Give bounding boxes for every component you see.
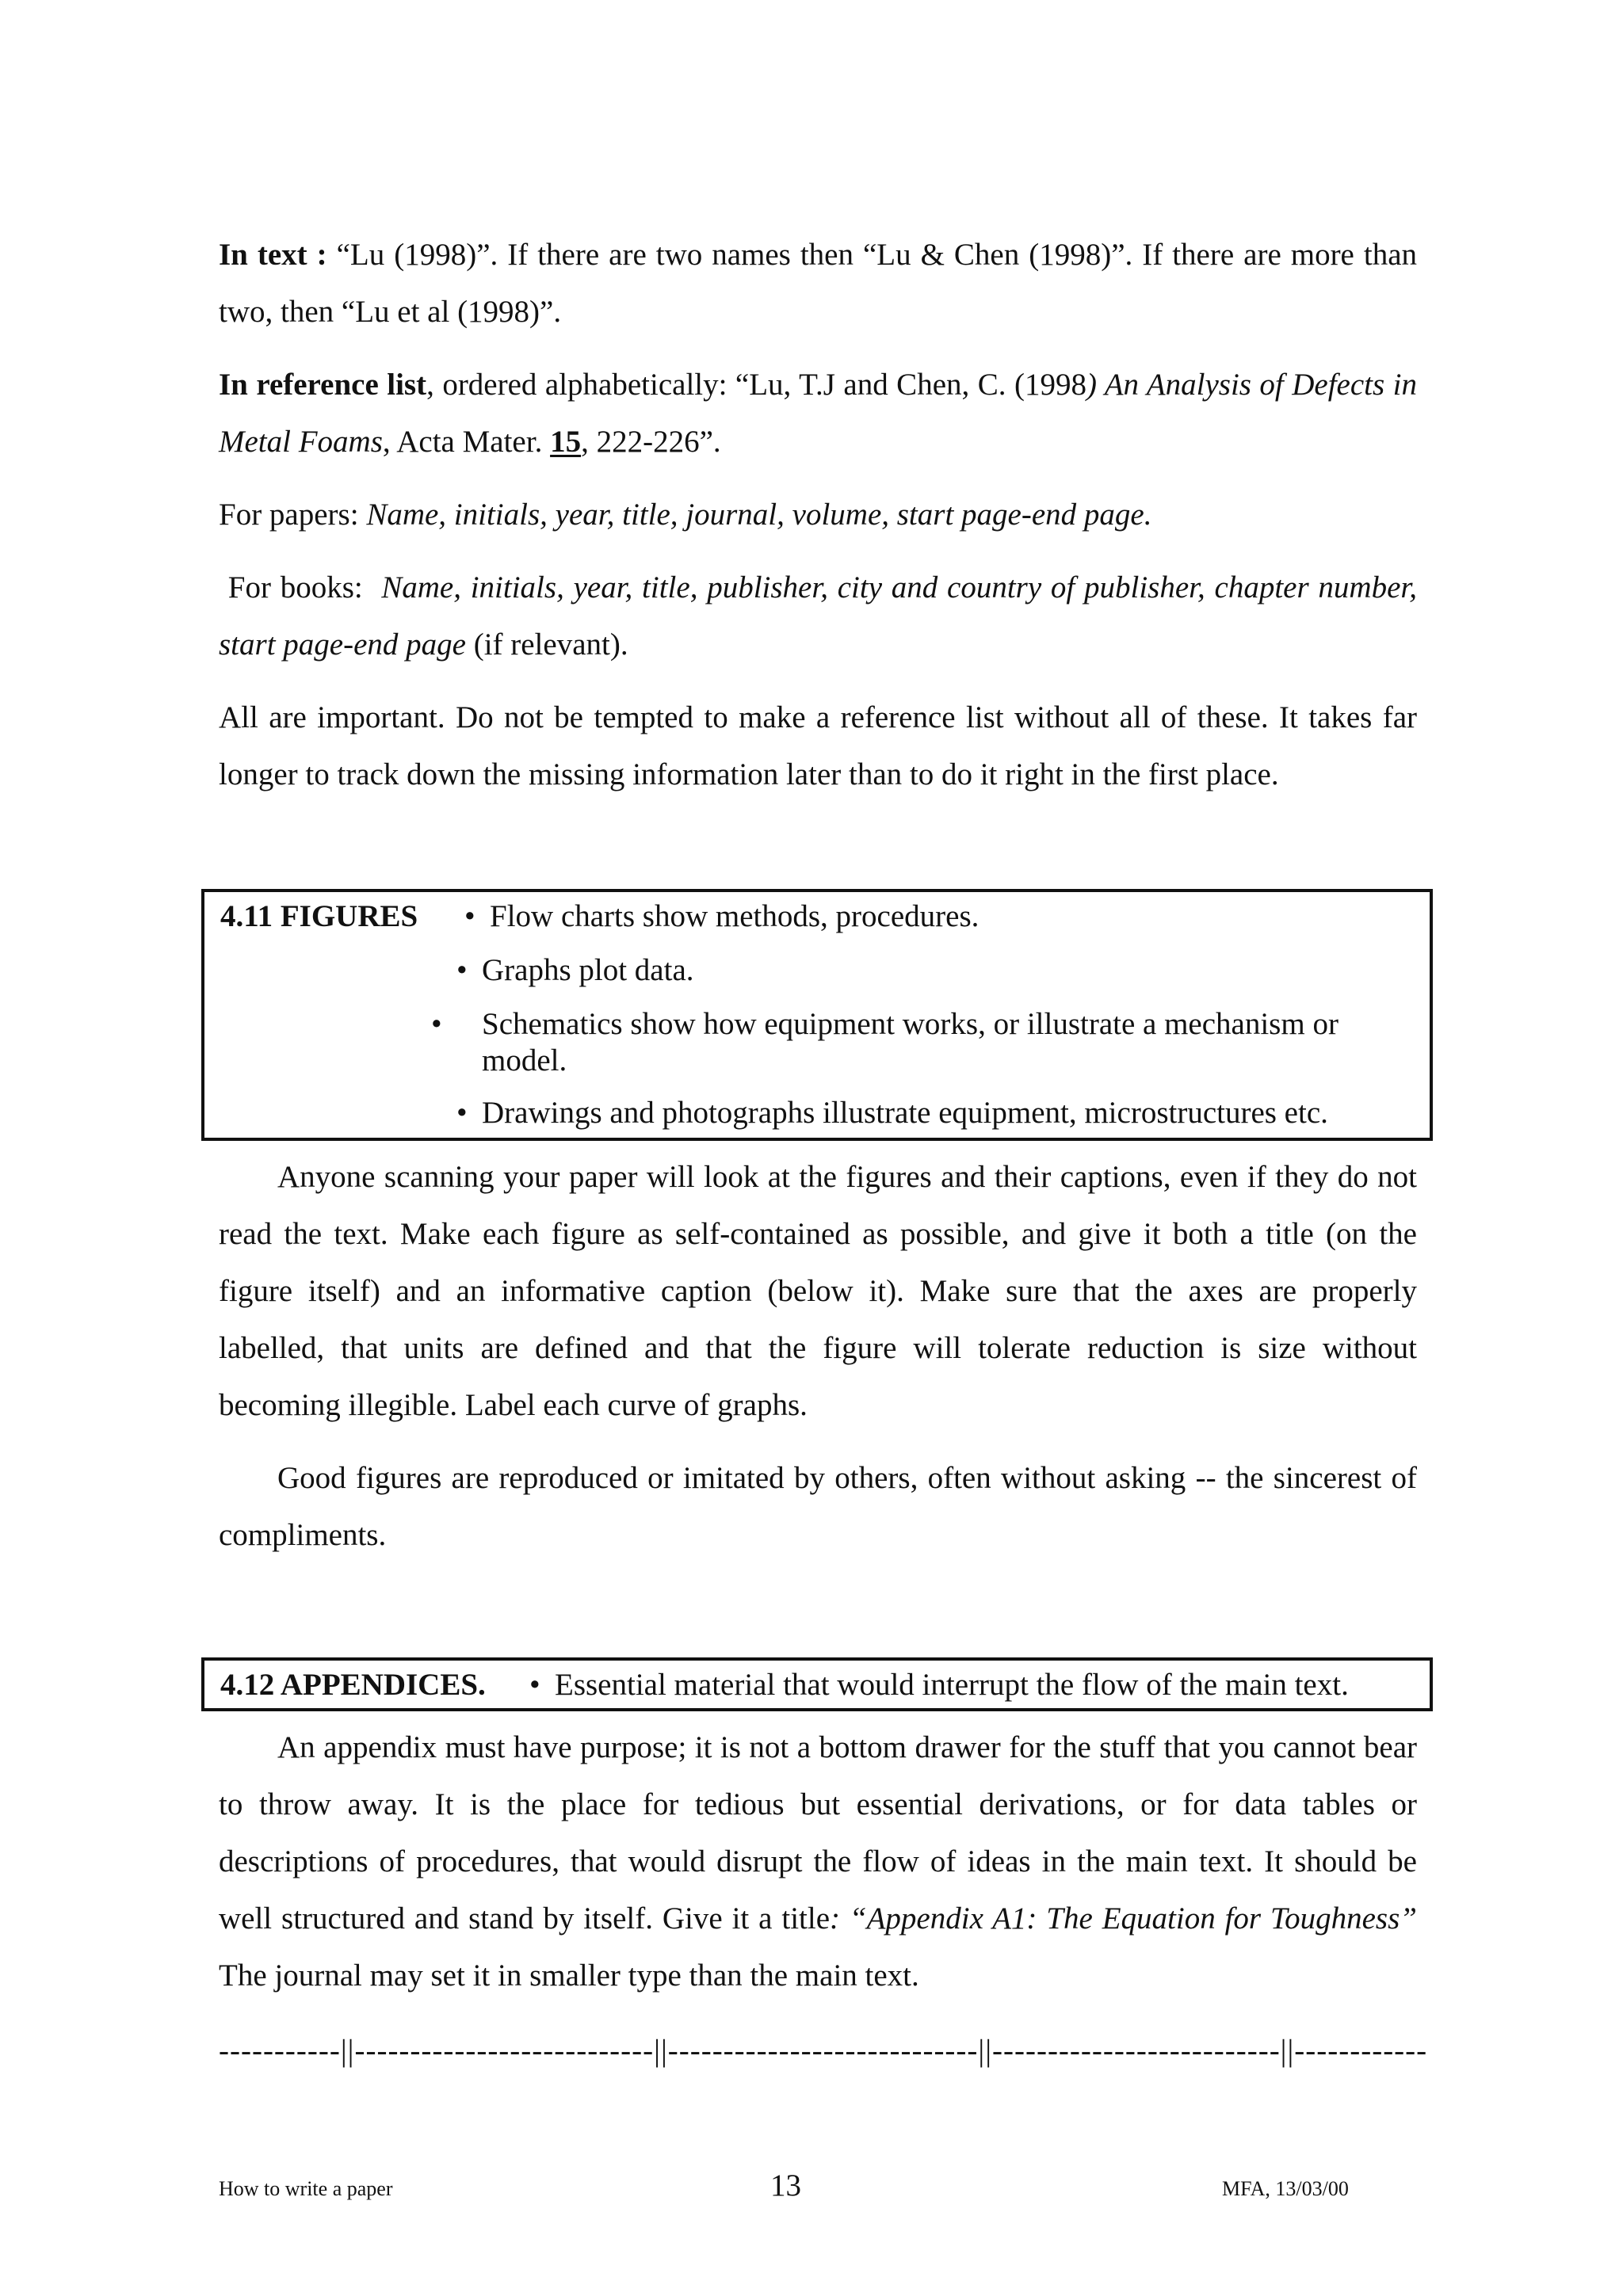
bullet-icon: •: [464, 899, 475, 933]
reference-list-label: In reference list: [219, 368, 427, 402]
reference-list-volume: 15: [550, 425, 582, 459]
appendices-text-section: [219, 1719, 1417, 2004]
important-paragraph: All are important. Do not be tempted to make a reference list without all of these. It takes far longer to track down the missing information later than to do it right in the first place.: [219, 700, 1417, 791]
in-text-label: In text :: [219, 238, 327, 272]
books-fields: Name, initials, year, title, publisher, city and country of publisher, chapter number, start page-end page: [219, 570, 1417, 662]
figures-paragraph-1: Anyone scanning your paper will look at the figures and their captions, even if they do not read the text. Make each figure as self-contained as possible, and give it both a title (on the figure itself) and an informative caption (below it). Make sure that the axes are properly labelled, that units are defined and that the figure will tolerate reduction is size without becoming illegible. Label each curve of graphs.: [219, 1160, 1417, 1422]
page-number: 13: [770, 2168, 801, 2203]
reference-list-journal: , Acta Mater.: [382, 425, 551, 459]
figures-bullet-4: • Drawings and photographs illustrate equipment, microstructures etc.: [456, 1096, 1328, 1130]
reference-list-paragraph: [219, 357, 1417, 471]
books-label: For books:: [219, 570, 382, 605]
figures-text-section: [219, 1149, 1417, 1564]
bullet-icon: •: [456, 1096, 468, 1130]
appendices-bullet: • Essential material that would interrupt the flow of the main text.: [529, 1668, 1349, 1702]
figures-box: [201, 889, 1433, 1141]
reference-list-title: ) An Analysis of Defects in Metal Foams: [219, 368, 1417, 459]
appendices-box: [201, 1657, 1433, 1711]
footer-author-date: MFA, 13/03/00: [1222, 2177, 1349, 2200]
in-text-paragraph: [219, 227, 1417, 341]
figures-bullet-3: • Schematics show how equipment works, or illustrate a mechanism or model.: [431, 1007, 1338, 1077]
figures-bullet-1: • Flow charts show methods, procedures.: [464, 899, 980, 933]
figures-heading: 4.11 FIGURES: [220, 899, 418, 933]
books-paragraph: [219, 559, 1417, 673]
appendices-heading: 4.12 APPENDICES.: [220, 1668, 486, 1702]
in-text-body: “Lu (1998)”. If there are two names then “Lu & Chen (1998)”. If there are more than two, then “Lu et al (1998)”.: [219, 238, 1418, 329]
footer-title: How to write a paper: [219, 2177, 393, 2200]
section-divider: -----------||---------------------------||----------------------------||--------------------------||------------: [219, 2034, 1428, 2068]
appendix-title-example: : “Appendix A1: The Equation for Toughness”: [830, 1901, 1417, 1936]
appendices-paragraph: An appendix must have purpose; it is not a bottom drawer for the stuff that you cannot bear to throw away. It is the place for tedious but essential derivations, or for data tables or descriptions of procedures, that would disrupt the flow of ideas in the main text. It should be well structured and stand by itself. Give it a title: “Appendix A1: The Equation for Toughness” The journal may set it in smaller type than the main text.: [219, 1730, 1417, 1993]
figures-paragraph-2: Good figures are reproduced or imitated by others, often without asking -- the sincerest of compliments.: [219, 1461, 1417, 1552]
books-tail: (if relevant).: [465, 627, 628, 662]
figures-bullet-2: • Graphs plot data.: [456, 953, 694, 987]
bullet-icon: •: [431, 1007, 442, 1041]
bullet-icon: •: [456, 953, 468, 987]
reference-list-pre: , ordered alphabetically: “Lu, T.J and Chen, C. (1998: [426, 368, 1086, 402]
papers-fields: Name, initials, year, title, journal, volume, start page-end page.: [366, 498, 1152, 532]
papers-paragraph: [219, 486, 1417, 543]
papers-label: For papers:: [219, 498, 367, 532]
citation-section: [219, 227, 1417, 803]
bullet-icon: •: [529, 1668, 540, 1702]
reference-list-pages: , 222-226”.: [581, 425, 721, 459]
